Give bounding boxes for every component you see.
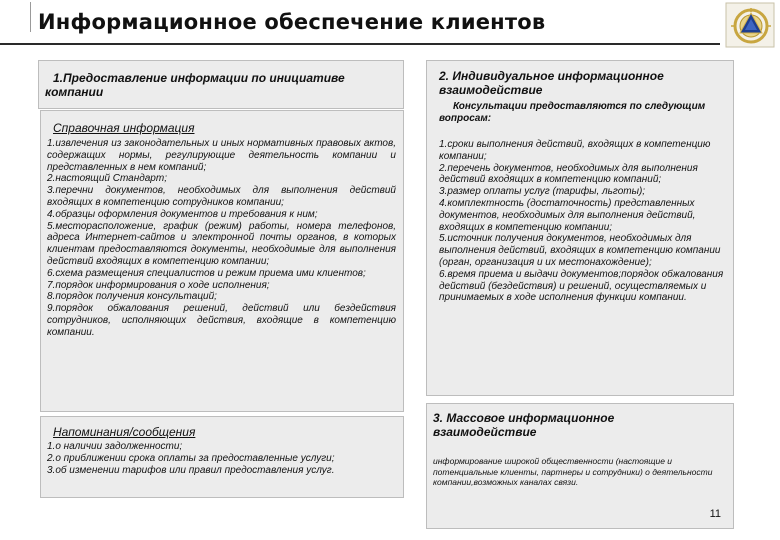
title-underline	[0, 43, 720, 45]
reminders-panel	[40, 416, 404, 498]
section1-panel	[38, 60, 404, 109]
page-title: Информационное обеспечение клиентов	[38, 10, 546, 34]
reference-panel	[40, 110, 404, 412]
section3-title: 3. Массовое информационное взаимодействие	[433, 411, 615, 439]
reference-list: 1.извлечения из законодательных и иных нормативных правовых актов, содержащих нормы, регулирующие деятельность компании и представленных в нем компаний; 2.настоящий Стандарт; 3.перечни документов, необходимых для выполнения действий входящих в компетенцию сотрудников компании; 4.образцы оформления документов и требования к ним; 5.месторасположение, график (режим) работы, номера телефонов, адреса Интернет-сайтов и электронной почты органов, в которых клиентам предоставляются документы, необходимые для выполнения действий входящих в компетенцию компании; 6.схема размещения специалистов и режим приема ими клиентов; 7.порядок информирования о ходе исполнения; 8.порядок получения консультаций; 9.порядок обжалования решений, действий или бездействия сотрудников, исполняющих действия, входящие в компетенцию компании.	[47, 138, 396, 338]
section2-intro: Консультации предоставляются по следующим вопросам:	[439, 101, 706, 124]
section2-panel	[426, 60, 734, 396]
company-logo-icon	[725, 2, 775, 48]
consultation-list: 1.сроки выполнения действий, входящих в компетенцию компании; 2.перечень документов, необходимых для выполнения действий входящих в компетенцию компаний; 3.размер оплаты услуг (тарифы, льготы); 4.комплектность (достаточность) представленных документов, необходимых для выполнения действий, входящих в компетенцию компании; 5.источник получения документов, необходимых для выполнения действий, входящих в компетенцию компании (орган, организация и их местонахождение); 6.время приема и выдачи документов;порядок обжалования действий (бездействия) и решений, осуществляемых и принимаемых в ходе исполнения функции компании.	[439, 139, 724, 304]
section1-title: 1.Предоставление информации по инициативе компании	[45, 71, 345, 99]
reminders-title: Напоминания/сообщения	[53, 425, 196, 439]
section3-panel	[426, 403, 734, 529]
page-number: 11	[709, 508, 721, 520]
reference-title: Справочная информация	[53, 121, 195, 135]
reminders-list: 1.о наличии задолженности; 2.о приближении срока оплаты за предоставленные услуги; 3.об изменении тарифов или правил предоставления услуг.	[47, 441, 335, 476]
section3-text: информирование широкой общественности (настоящие и потенциальные клиенты, партнеры и сотрудники) о деятельности компании,возможных каналах связи.	[433, 456, 713, 487]
title-left-rule	[30, 2, 31, 32]
section2-title: 2. Индивидуальное информационное взаимодействие	[439, 69, 664, 97]
